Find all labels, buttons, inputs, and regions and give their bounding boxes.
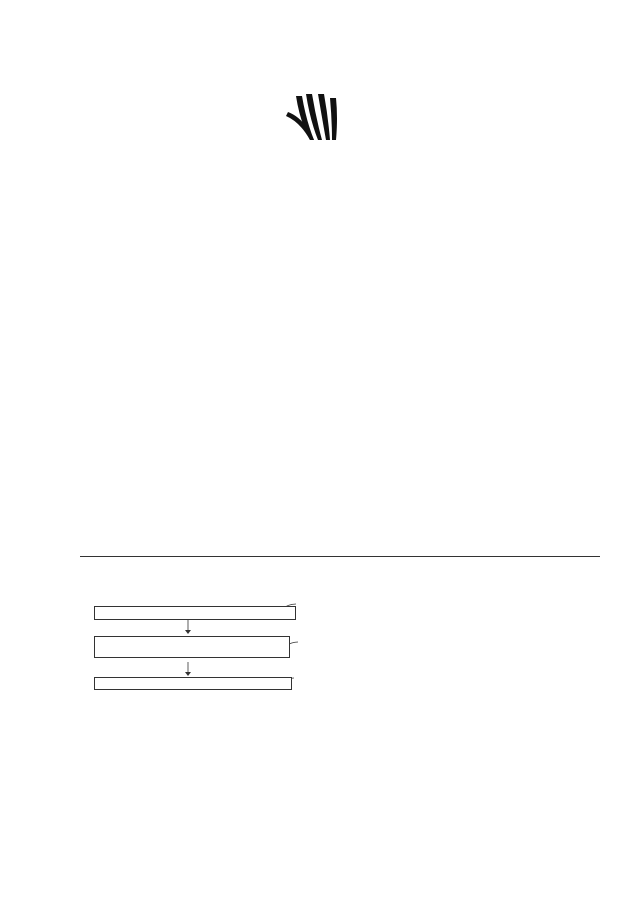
flow-step-s202: [94, 636, 290, 658]
wipo-logo: [266, 88, 366, 163]
side-publication-number: [44, 618, 84, 858]
separator-line: [80, 556, 600, 557]
bibliographic-right-column: [342, 166, 604, 180]
wipo-emblem-icon: [266, 88, 366, 148]
flow-step-s203: [94, 677, 292, 690]
bibliographic-left-column: [80, 166, 332, 190]
barcode-top: [368, 88, 606, 102]
barcode-side: [57, 368, 72, 613]
flow-step-s201: [94, 606, 296, 620]
figure-legend: [334, 609, 614, 669]
